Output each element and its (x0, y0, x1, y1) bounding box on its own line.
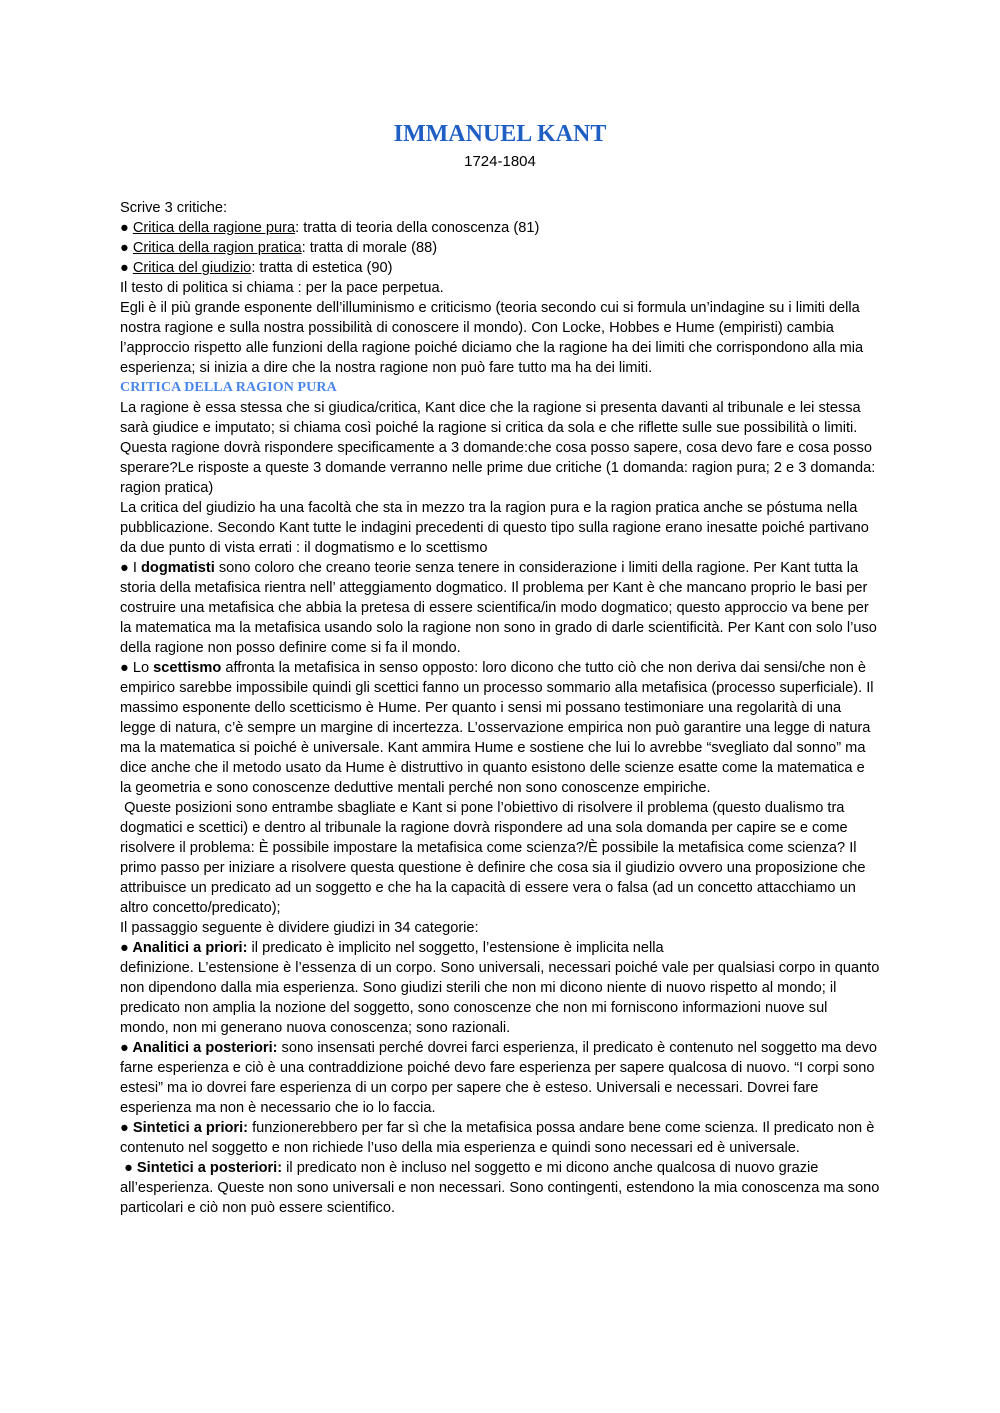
paragraph-giudizio: La critica del giudizio ha una facoltà che sta in mezzo tra la ragion pura e la ragion pratica anche se póstuma nella pubblicazione. Secondo Kant tutte le indagini precedenti di questo tipo sulla ragione erano inesatte poiché partivano da due punto di vista errati : il dogmatismo e lo scettismo (120, 500, 869, 556)
category-text: sono insensati perché dovrei farci esperienza, il predicato è contenuto nel soggetto ma devo farne esperienza e ciò è una contraddizione poiché devo fare esperienza per sapere qualcosa di nuovo. “I corpi sono estesi” ma io dovrei fare esperienza di un corpo per sapere che è esteso. Universali e necessari. Dovrei fare esperienza ma non è necessario che io lo faccia. (120, 1040, 878, 1116)
critique-name: Critica del giudizio (132, 260, 252, 276)
category-sintetici-a-priori (120, 1118, 880, 1158)
document-page (120, 118, 884, 1218)
bullet: ● (120, 240, 133, 256)
critique-item (120, 238, 880, 258)
term-scettismo: scettismo (153, 660, 222, 676)
term-dogmatisti: dogmatisti (140, 560, 215, 576)
bullet: ● (120, 220, 133, 236)
critique-name: Critica della ragion pratica (132, 240, 302, 256)
paragraph-dogmatisti (120, 558, 880, 658)
section-heading: CRITICA DELLA RAGION PURA (120, 380, 337, 395)
category-term: ● Analitici a posteriori: (120, 1040, 278, 1056)
paragraph-passaggio: Il passaggio seguente è dividere giudizi in 34 categorie: (120, 920, 479, 936)
category-term: ● Analitici a priori: (120, 940, 248, 956)
critique-desc: : tratta di teoria della conoscenza (81) (295, 220, 540, 236)
intro-line: Scrive 3 critiche: (120, 200, 228, 216)
category-text: il predicato non è incluso nel soggetto e mi dicono anche qualcosa di nuovo grazie all’esperienza. Queste non sono universali e non necessari. Sono contingenti, estendono la mia conoscenza ma sono particolari e ciò non può essere scientifico. (120, 1160, 884, 1216)
page-title: IMMANUEL KANT (393, 121, 607, 147)
politics-line: Il testo di politica si chiama : per la pace perpetua. (120, 280, 444, 296)
page-subtitle: 1724-1804 (464, 153, 536, 170)
critique-desc: : tratta di estetica (90) (251, 260, 393, 276)
critique-name: Critica della ragione pura (132, 220, 296, 236)
paragraph-text: sono coloro che creano teorie senza tenere in considerazione i limiti della ragione. Per Kant tutta la storia della metafisica rientra nell’ atteggiamento dogmatico. Il problema per Kant è che mancano proprio le basi per costruire una metafisica che abbia la pretesa di essere scientifica/in modo dogmatico; questo approccio va bene per la matematica ma la metafisica usando solo la ragione non sono in grado di darle scientificità. Per Kant con solo l’uso della ragione non posso definire come si fa il mondo. (120, 560, 877, 656)
bullet: ● (120, 260, 133, 276)
category-text: il predicato è implicito nel soggetto, l’estensione è implicita nella (247, 940, 664, 956)
category-term: ● Sintetici a posteriori: (120, 1160, 283, 1176)
category-term: ● Sintetici a priori: (120, 1120, 249, 1136)
bullet: ● I (120, 560, 141, 576)
critique-item (120, 218, 880, 238)
bullet: ● Lo (120, 660, 154, 676)
critique-desc: : tratta di morale (88) (301, 240, 438, 256)
paragraph-tribunale: La ragione è essa stessa che si giudica/critica, Kant dice che la ragione si presenta davanti al tribunale e lei stessa sarà giudice e imputato; si chiama così poiché la ragione si critica da sola e che riflette sulle sue possibilità o limiti. Questa ragione dovrà rispondere specificamente a 3 domande:che cosa posso sapere, cosa devo fare e cosa posso sperare?Le risposte a queste 3 domande verranno nelle prime due critiche (1 domanda: ragion pura; 2 e 3 domanda: ragion pratica) (120, 400, 876, 496)
critique-item (120, 258, 880, 278)
category-analitici-a-posteriori (120, 1038, 880, 1118)
paragraph-esponente: Egli è il più grande esponente dell’illuminismo e criticismo (teoria secondo cui si formula un’indagine su i limiti della nostra ragione e sulla nostra possibilità di conoscere il mondo). Con Locke, Hobbes e Hume (empiristi) cambia l’approccio rispetto alle funzioni della ragione poiché diciamo che la ragione ha dei limiti che corrispondono alla mia esperienza; si inizia a dire che la nostra ragione non può fare tutto ma ha dei limiti. (120, 300, 864, 376)
category-continuation: definizione. L’estensione è l’essenza di un corpo. Sono universali, necessari poiché vale per qualsiasi corpo in quanto non dipendono dalla mia esperienza. Sono giudizi sterili che non mi dicono niente di nuovo rispetto al mondo; il predicato non amplia la nozione del soggetto, sono conoscenze che non mi forniscono informazioni nuove sul mondo, non mi generano nuova conoscenza; sono razionali. (120, 960, 880, 1036)
paragraph-posizioni: Queste posizioni sono entrambe sbagliate e Kant si pone l’obiettivo di risolvere il problema (questo dualismo tra dogmatici e scettici) e dentro al tribunale la ragione dovrà rispondere ad una sola domanda per capire se e come risolvere il problema: È possibile impostare la metafisica come scienza?/È possibile la metafisica come scienza? Il primo passo per iniziare a risolvere questa questione è definire che cosa sia il giudizio ovvero una proposizione che attribuisce un predicato ad un soggetto e che ha la capacità di essere vera o falsa (ad un concetto attacchiamo un altro concetto/predicato); (120, 800, 870, 916)
paragraph-scettismo (120, 658, 880, 798)
paragraph-text: affronta la metafisica in senso opposto: loro dicono che tutto ciò che non deriva dai sensi/che non è empirico sarebbe impossibile quindi gli scettici fanno un processo sommario alla metafisica (processo superficiale). Il massimo esponente dello scetticismo è Hume. Per quanto i sensi mi possano testimoniare una regolarità di una legge di natura, c’è sempre un margine di incertezza. L’osservazione empirica non può garantire una legge di natura ma la matematica si poiché è universale. Kant ammira Hume e sostiene che lui lo avrebbe “svegliato dal sonno” ma dice anche che il metodo usato da Hume è distruttivo in quanto esistono delle scienze esatte come la matematica e la geometria e sono conoscenze deduttive mentali perché non sono conoscenze empiriche. (120, 660, 874, 796)
category-sintetici-a-posteriori (120, 1158, 884, 1218)
category-analitici-a-priori (120, 938, 880, 958)
category-text: funzionerebbero per far sì che la metafisica possa andare bene come scienza. Il predicato non è contenuto nel soggetto e non richiede l’uso della mia esperienza e quindi sono necessari ed è universale. (120, 1120, 875, 1156)
